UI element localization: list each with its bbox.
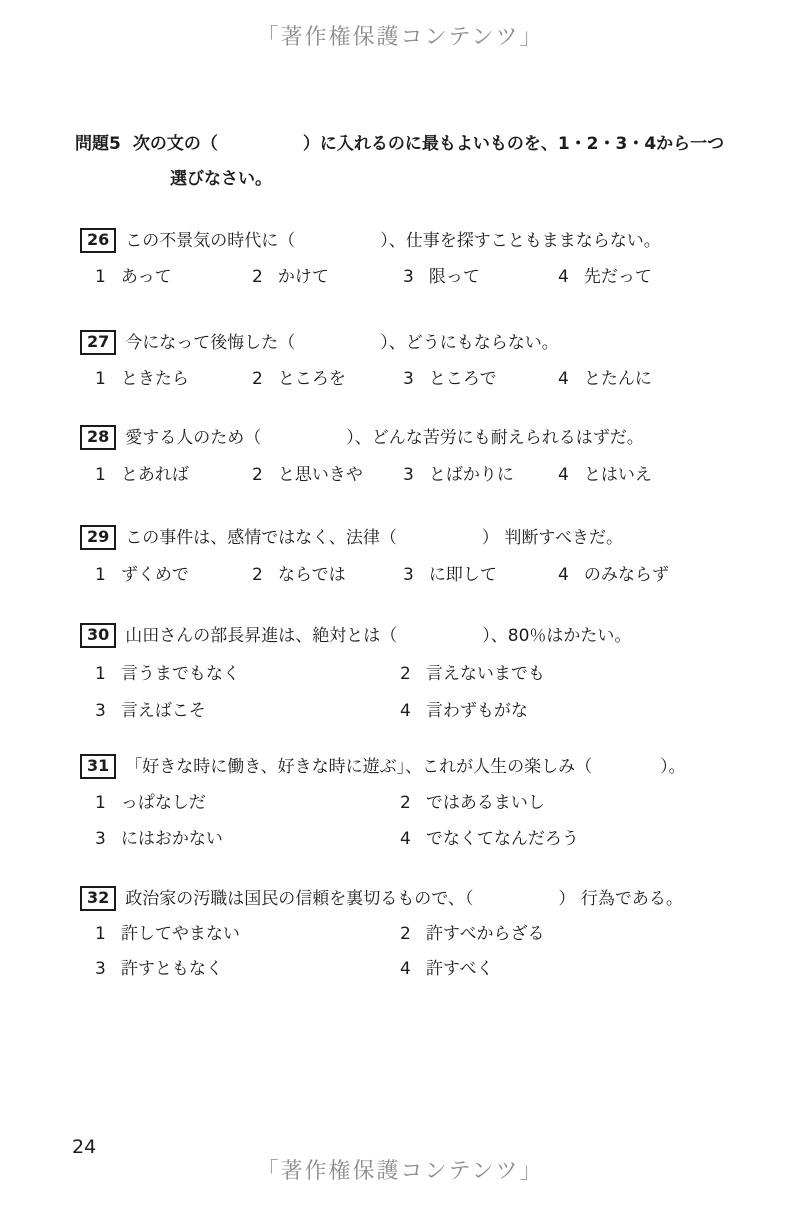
option-number: 3: [403, 465, 414, 485]
question-28-options: [95, 464, 652, 486]
option-number: 2: [252, 465, 263, 485]
option-31-4: [400, 828, 579, 850]
instruction-text-line1: 次の文の（ ）に入れるのに最もよいものを、1・2・3・4から一つ: [132, 134, 725, 154]
option-number: 4: [558, 565, 569, 585]
option-number: 2: [400, 793, 411, 813]
option-number: 1: [95, 369, 106, 389]
option-27-4: [558, 368, 652, 390]
option-text: あって: [120, 267, 172, 287]
question-30-options-row1: [95, 663, 545, 685]
option-number: 1: [95, 664, 106, 684]
option-text: とたんに: [583, 369, 652, 389]
option-text: 先だって: [583, 267, 652, 287]
option-number: 4: [558, 267, 569, 287]
question-27-stem: 今になって後悔した（ ）、どうにもならない。: [125, 333, 559, 353]
option-30-2: [400, 663, 545, 685]
question-26-stem: この不景気の時代に（ ）、仕事を探すこともままならない。: [125, 231, 661, 251]
question-27-number-badge: 27: [80, 330, 116, 355]
option-26-4: [558, 266, 652, 288]
option-number: 3: [95, 959, 106, 979]
option-text: とばかりに: [428, 465, 514, 485]
option-text: ならでは: [277, 565, 346, 585]
option-text: っぱなしだ: [120, 793, 206, 813]
question-32-number-badge: 32: [80, 886, 116, 911]
option-number: 2: [252, 267, 263, 287]
option-text: とはいえ: [583, 465, 652, 485]
option-number: 2: [252, 565, 263, 585]
option-text: と思いきや: [277, 465, 363, 485]
option-27-2: [252, 368, 403, 390]
option-number: 4: [558, 465, 569, 485]
copyright-header: 「著作権保護コンテンツ」: [256, 25, 544, 50]
option-number: 3: [403, 565, 414, 585]
option-text: のみならず: [583, 565, 669, 585]
option-number: 1: [95, 565, 106, 585]
option-number: 1: [95, 267, 106, 287]
option-text: 許すともなく: [120, 959, 223, 979]
question-31-number-badge: 31: [80, 754, 116, 779]
question-30-options-row2: [95, 700, 528, 722]
option-number: 4: [400, 701, 411, 721]
question-30: [80, 623, 631, 648]
option-32-2: [400, 923, 545, 945]
option-29-1: [95, 564, 252, 586]
option-number: 4: [400, 829, 411, 849]
question-29-stem: この事件は、感情ではなく、法律（ ） 判断すべきだ。: [125, 528, 623, 548]
question-31-stem: 「好きな時に働き、好きな時に遊ぶ」、これが人生の楽しみ（ ）。: [125, 757, 686, 777]
option-32-4: [400, 958, 494, 980]
option-31-2: [400, 792, 545, 814]
option-27-1: [95, 368, 252, 390]
option-text: 許すべく: [425, 959, 494, 979]
option-number: 2: [400, 924, 411, 944]
option-28-3: [403, 464, 558, 486]
option-28-2: [252, 464, 403, 486]
option-29-4: [558, 564, 669, 586]
question-32-options-row2: [95, 958, 494, 980]
question-27-options: [95, 368, 652, 390]
option-number: 3: [403, 369, 414, 389]
question-26-number-badge: 26: [80, 228, 116, 253]
option-number: 2: [400, 664, 411, 684]
question-27: [80, 330, 559, 355]
question-31-options-row2: [95, 828, 579, 850]
option-text: ずくめで: [120, 565, 189, 585]
option-text: ところを: [277, 369, 346, 389]
question-30-number-badge: 30: [80, 623, 116, 648]
option-30-4: [400, 700, 528, 722]
instruction-text-line2: 選びなさい。: [170, 168, 272, 189]
question-29-number-badge: 29: [80, 525, 116, 550]
option-26-2: [252, 266, 403, 288]
question-29: [80, 525, 623, 550]
option-text: 言えばこそ: [120, 701, 206, 721]
option-number: 4: [558, 369, 569, 389]
question-30-stem: 山田さんの部長昇進は、絶対とは（ ）、80％はかたい。: [125, 626, 632, 646]
option-30-3: [95, 700, 400, 722]
question-28-stem: 愛する人のため（ ）、どんな苦労にも耐えられるはずだ。: [125, 428, 644, 448]
option-text: ところで: [428, 369, 497, 389]
option-number: 3: [95, 701, 106, 721]
option-text: にはおかない: [120, 829, 223, 849]
option-27-3: [403, 368, 558, 390]
option-29-3: [403, 564, 558, 586]
option-number: 1: [95, 465, 106, 485]
page-number: 24: [72, 1136, 97, 1158]
question-31-options-row1: [95, 792, 545, 814]
option-number: 4: [400, 959, 411, 979]
option-31-1: [95, 792, 400, 814]
option-28-1: [95, 464, 252, 486]
question-28: [80, 425, 644, 450]
option-text: とあれば: [120, 465, 189, 485]
option-text: 言えないまでも: [425, 664, 545, 684]
option-32-3: [95, 958, 400, 980]
option-number: 3: [403, 267, 414, 287]
question-32-options-row1: [95, 923, 545, 945]
option-text: ではあるまいし: [425, 793, 545, 813]
instruction-block: [75, 133, 755, 191]
option-31-3: [95, 828, 400, 850]
option-text: に即して: [428, 565, 497, 585]
option-number: 1: [95, 924, 106, 944]
option-28-4: [558, 464, 652, 486]
question-31: [80, 754, 686, 779]
option-text: 言うまでもなく: [120, 664, 240, 684]
question-29-options: [95, 564, 669, 586]
option-number: 3: [95, 829, 106, 849]
option-number: 2: [252, 369, 263, 389]
option-text: 限って: [428, 267, 480, 287]
copyright-footer: 「著作権保護コンテンツ」: [256, 1159, 544, 1184]
question-26-options: [95, 266, 652, 288]
option-text: 許すべからざる: [425, 924, 545, 944]
option-30-1: [95, 663, 400, 685]
option-text: 言わずもがな: [425, 701, 528, 721]
question-28-number-badge: 28: [80, 425, 116, 450]
option-text: ときたら: [120, 369, 189, 389]
instruction-label: 問題5: [75, 134, 121, 154]
option-text: かけて: [277, 267, 329, 287]
option-26-1: [95, 266, 252, 288]
option-26-3: [403, 266, 558, 288]
question-32: [80, 886, 683, 911]
option-number: 1: [95, 793, 106, 813]
question-26: [80, 228, 661, 253]
option-29-2: [252, 564, 403, 586]
question-32-stem: 政治家の汚職は国民の信頼を裏切るもので、（ ） 行為である。: [125, 889, 683, 909]
option-text: でなくてなんだろう: [425, 829, 579, 849]
option-text: 許してやまない: [120, 924, 240, 944]
option-32-1: [95, 923, 400, 945]
